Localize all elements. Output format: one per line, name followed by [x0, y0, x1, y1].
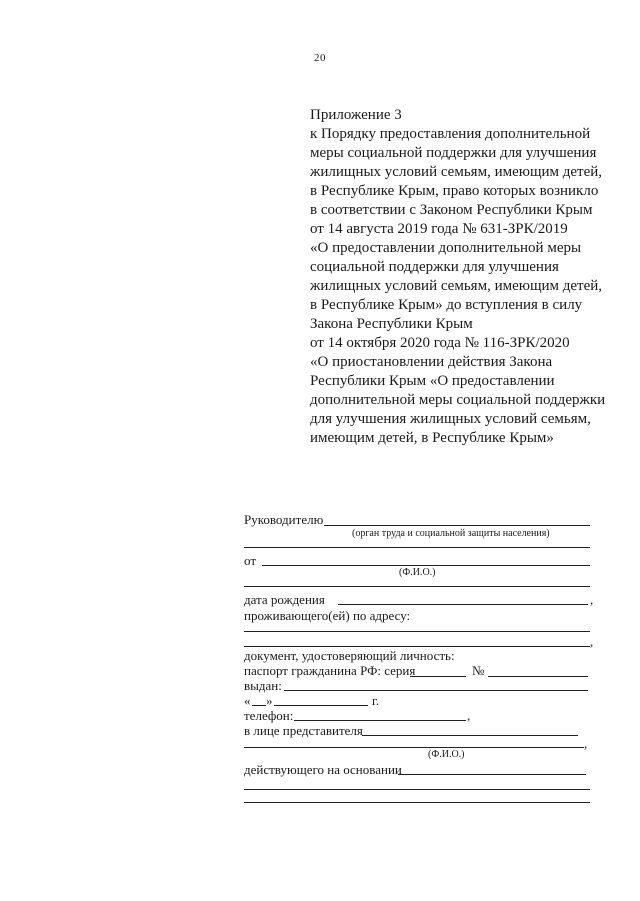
- appendix-line: жилищных условий семьям, имеющим детей,: [310, 278, 603, 294]
- id-doc-label: документ, удостоверяющий личность:: [244, 648, 455, 663]
- issue-day-line[interactable]: [252, 705, 266, 706]
- basis-line-3[interactable]: [244, 802, 590, 803]
- date-open-quote: «: [244, 693, 251, 708]
- date-close-quote: »: [266, 693, 273, 708]
- head-field-line[interactable]: [324, 525, 590, 526]
- appendix-line: дополнительной меры социальной поддержки: [310, 392, 606, 408]
- passport-label: паспорт гражданина РФ: серия: [244, 663, 416, 678]
- applicant-fio-line-2[interactable]: [244, 586, 590, 587]
- number-label: №: [472, 663, 485, 678]
- appendix-line: Республики Крым «О предоставлении: [310, 373, 555, 389]
- appendix-line: Закона Республики Крым: [310, 316, 473, 332]
- appendix-line: социальной поддержки для улучшения: [310, 259, 559, 275]
- appendix-line: к Порядку предоставления дополнительной: [310, 126, 591, 142]
- phone-line[interactable]: [294, 720, 466, 721]
- phone-label: телефон:: [244, 708, 294, 723]
- appendix-line: в Республике Крым» до вступления в силу: [310, 297, 583, 313]
- appendix-line: меры социальной поддержки для улучшения: [310, 145, 597, 161]
- appendix-line: в Республике Крым, право которых возникло: [310, 183, 599, 199]
- appendix-line: для улучшения жилищных условий семьям,: [310, 411, 591, 427]
- birth-label: дата рождения: [244, 592, 325, 607]
- address-line-1[interactable]: [244, 631, 590, 632]
- head-field-line-2[interactable]: [244, 547, 590, 548]
- issue-month-year-line[interactable]: [274, 705, 368, 706]
- appendix-line: Приложение 3: [310, 107, 402, 123]
- appendix-line: в соответствии с Законом Республики Крым: [310, 202, 593, 218]
- appendix-line: от 14 августа 2019 года № 631-ЗРК/2019: [310, 221, 568, 237]
- appendix-line: от 14 октября 2020 года № 116-ЗРК/2020: [310, 335, 570, 351]
- basis-line-2[interactable]: [244, 789, 590, 790]
- address-line-2[interactable]: [244, 646, 590, 647]
- issued-by-line[interactable]: [284, 690, 588, 691]
- basis-line[interactable]: [398, 774, 586, 775]
- rep-fio-line[interactable]: [362, 735, 578, 736]
- address-label: проживающего(ей) по адресу:: [244, 608, 411, 623]
- applicant-fio-line[interactable]: [262, 565, 590, 566]
- head-caption: (орган труда и социальной защиты населения): [352, 528, 550, 539]
- rep-fio-line-2[interactable]: [244, 747, 584, 748]
- appendix-line: «О приостановлении действия Закона: [310, 354, 553, 370]
- passport-series-line[interactable]: [410, 676, 466, 677]
- appendix-line: «О предоставлении дополнительной меры: [310, 240, 582, 256]
- fio-caption: (Ф.И.О.): [399, 567, 436, 578]
- year-label: г.: [372, 693, 380, 708]
- from-label: от: [244, 553, 257, 568]
- birth-comma: ,: [590, 592, 594, 607]
- head-label: Руководителю: [244, 512, 324, 527]
- page-number: 20: [314, 52, 326, 64]
- rep-comma: ,: [584, 736, 588, 751]
- appendix-line: имеющим детей, в Республике Крым»: [310, 430, 554, 446]
- rep-label: в лице представителя: [244, 723, 363, 738]
- address-comma: ,: [590, 634, 594, 649]
- phone-comma: ,: [467, 708, 471, 723]
- birth-date-line[interactable]: [338, 604, 588, 605]
- appendix-line: жилищных условий семьям, имеющим детей,: [310, 164, 603, 180]
- passport-number-line[interactable]: [488, 676, 588, 677]
- rep-fio-caption: (Ф.И.О.): [428, 749, 465, 760]
- basis-label: действующего на основании: [244, 762, 402, 777]
- issued-label: выдан:: [244, 678, 282, 693]
